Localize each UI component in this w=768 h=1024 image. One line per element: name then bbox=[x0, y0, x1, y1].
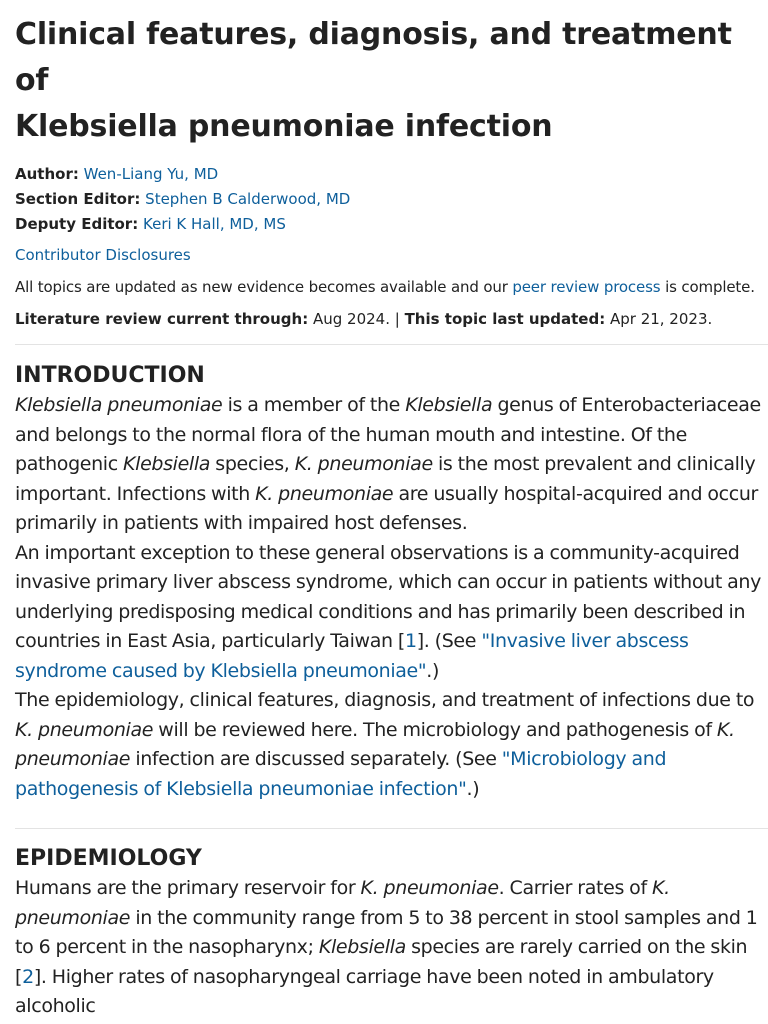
paragraph-text: is a member of the bbox=[222, 394, 406, 416]
section-editor-row bbox=[15, 187, 765, 212]
article-metadata bbox=[15, 162, 765, 237]
species-name: K. pneumoniae bbox=[255, 482, 394, 505]
contributor-disclosures-link[interactable]: Contributor Disclosures bbox=[15, 246, 191, 264]
paragraph-text: infection are discussed separately. (See bbox=[130, 748, 502, 770]
author-label: Author: bbox=[15, 165, 79, 183]
introduction-heading: INTRODUCTION bbox=[15, 363, 205, 388]
introduction-paragraph-1 bbox=[15, 391, 765, 539]
paragraph-text: are usually hospital-acquired and occur primarily in patients with impaired host defenses. bbox=[15, 482, 758, 534]
species-name: Klebsiella pneumoniae bbox=[15, 394, 223, 416]
author-link[interactable]: Wen-Liang Yu, MD bbox=[83, 165, 219, 183]
section-editor-link[interactable]: Stephen B Calderwood, MD bbox=[145, 190, 351, 208]
epidemiology-heading: EPIDEMIOLOGY bbox=[15, 846, 202, 871]
literature-review-label: Literature review current through: bbox=[15, 310, 309, 328]
reference-link-2[interactable]: 2 bbox=[22, 965, 34, 988]
deputy-editor-link[interactable]: Keri K Hall, MD, MS bbox=[143, 215, 286, 233]
genus-name: Klebsiella bbox=[318, 936, 406, 958]
paragraph-text: genus of Enterobacteriaceae and belongs to the normal flora of the human mouth and intestine. Of the pathogenic bbox=[15, 394, 761, 475]
contributor-disclosures-row bbox=[15, 243, 765, 268]
article-title bbox=[15, 12, 765, 150]
species-name: K. pneumoniae bbox=[15, 718, 735, 770]
deputy-editor-label: Deputy Editor: bbox=[15, 215, 139, 233]
paragraph-text: Humans are the primary reservoir for bbox=[15, 877, 361, 899]
article-title-line2: Klebsiella pneumoniae infection bbox=[15, 109, 553, 144]
article-title-line1: Clinical features, diagnosis, and treatment of bbox=[15, 17, 732, 98]
paragraph-text: ]. (See bbox=[416, 630, 482, 652]
epidemiology-paragraph-1 bbox=[15, 874, 765, 1022]
author-row bbox=[15, 162, 765, 187]
literature-review-date: Aug 2024. bbox=[308, 310, 390, 328]
paragraph-text: species are rarely carried on the skin [ bbox=[15, 936, 748, 988]
species-name: K. pneumoniae bbox=[15, 877, 670, 929]
section-divider bbox=[15, 828, 768, 829]
species-name: K. pneumoniae bbox=[294, 453, 433, 475]
species-name: K. pneumoniae bbox=[360, 877, 499, 899]
paragraph-text: ]. Higher rates of nasopharyngeal carriage have been noted in ambulatory alcoholic bbox=[15, 965, 714, 1017]
review-separator: | bbox=[389, 310, 405, 328]
genus-name: Klebsiella bbox=[123, 453, 211, 475]
reference-link-1[interactable]: 1 bbox=[404, 630, 417, 652]
paragraph-text: .) bbox=[426, 659, 440, 682]
paragraph-text: species, bbox=[210, 453, 295, 475]
last-updated-date: Apr 21, 2023. bbox=[605, 310, 713, 328]
liver-abscess-topic-link[interactable]: "Invasive liver abscess syndrome caused by Klebsiella pneumoniae" bbox=[15, 630, 689, 682]
genus-name: Klebsiella bbox=[405, 394, 493, 416]
peer-review-process-link[interactable]: peer review process bbox=[512, 278, 661, 296]
paragraph-text: .) bbox=[466, 777, 480, 800]
article-content bbox=[15, 12, 765, 1022]
paragraph-text: . Carrier rates of bbox=[498, 877, 652, 899]
paragraph-text: will be reviewed here. The microbiology and pathogenesis of bbox=[153, 718, 717, 741]
updates-text-post: is complete. bbox=[660, 278, 755, 296]
review-dates bbox=[15, 307, 765, 332]
paragraph-text: is the most prevalent and clinically important. Infections with bbox=[15, 453, 756, 505]
paragraph-text: An important exception to these general observations is a community-acquired invasive primary liver abscess syndrome, which can occur in patients without any underlying predisposing medical conditions and has primarily been described in countries in East Asia, particularly Taiwan [ bbox=[15, 541, 761, 652]
paragraph-text: in the community range from 5 to 38 percent in stool samples and 1 to 6 percent in the nasopharynx; bbox=[15, 906, 758, 958]
microbiology-topic-link[interactable]: "Microbiology and pathogenesis of Klebsiella pneumoniae infection" bbox=[15, 748, 667, 800]
section-editor-label: Section Editor: bbox=[15, 190, 141, 208]
introduction-paragraph-3 bbox=[15, 686, 765, 804]
updates-text-pre: All topics are updated as new evidence becomes available and our bbox=[15, 278, 513, 296]
introduction-paragraph-2 bbox=[15, 539, 765, 687]
updates-notice bbox=[15, 275, 765, 300]
species-name: K. pneumoniae bbox=[15, 718, 154, 741]
deputy-editor-row bbox=[15, 212, 765, 237]
paragraph-text: The epidemiology, clinical features, diagnosis, and treatment of infections due to bbox=[15, 689, 755, 711]
section-divider bbox=[15, 344, 768, 345]
last-updated-label: This topic last updated: bbox=[404, 310, 606, 328]
